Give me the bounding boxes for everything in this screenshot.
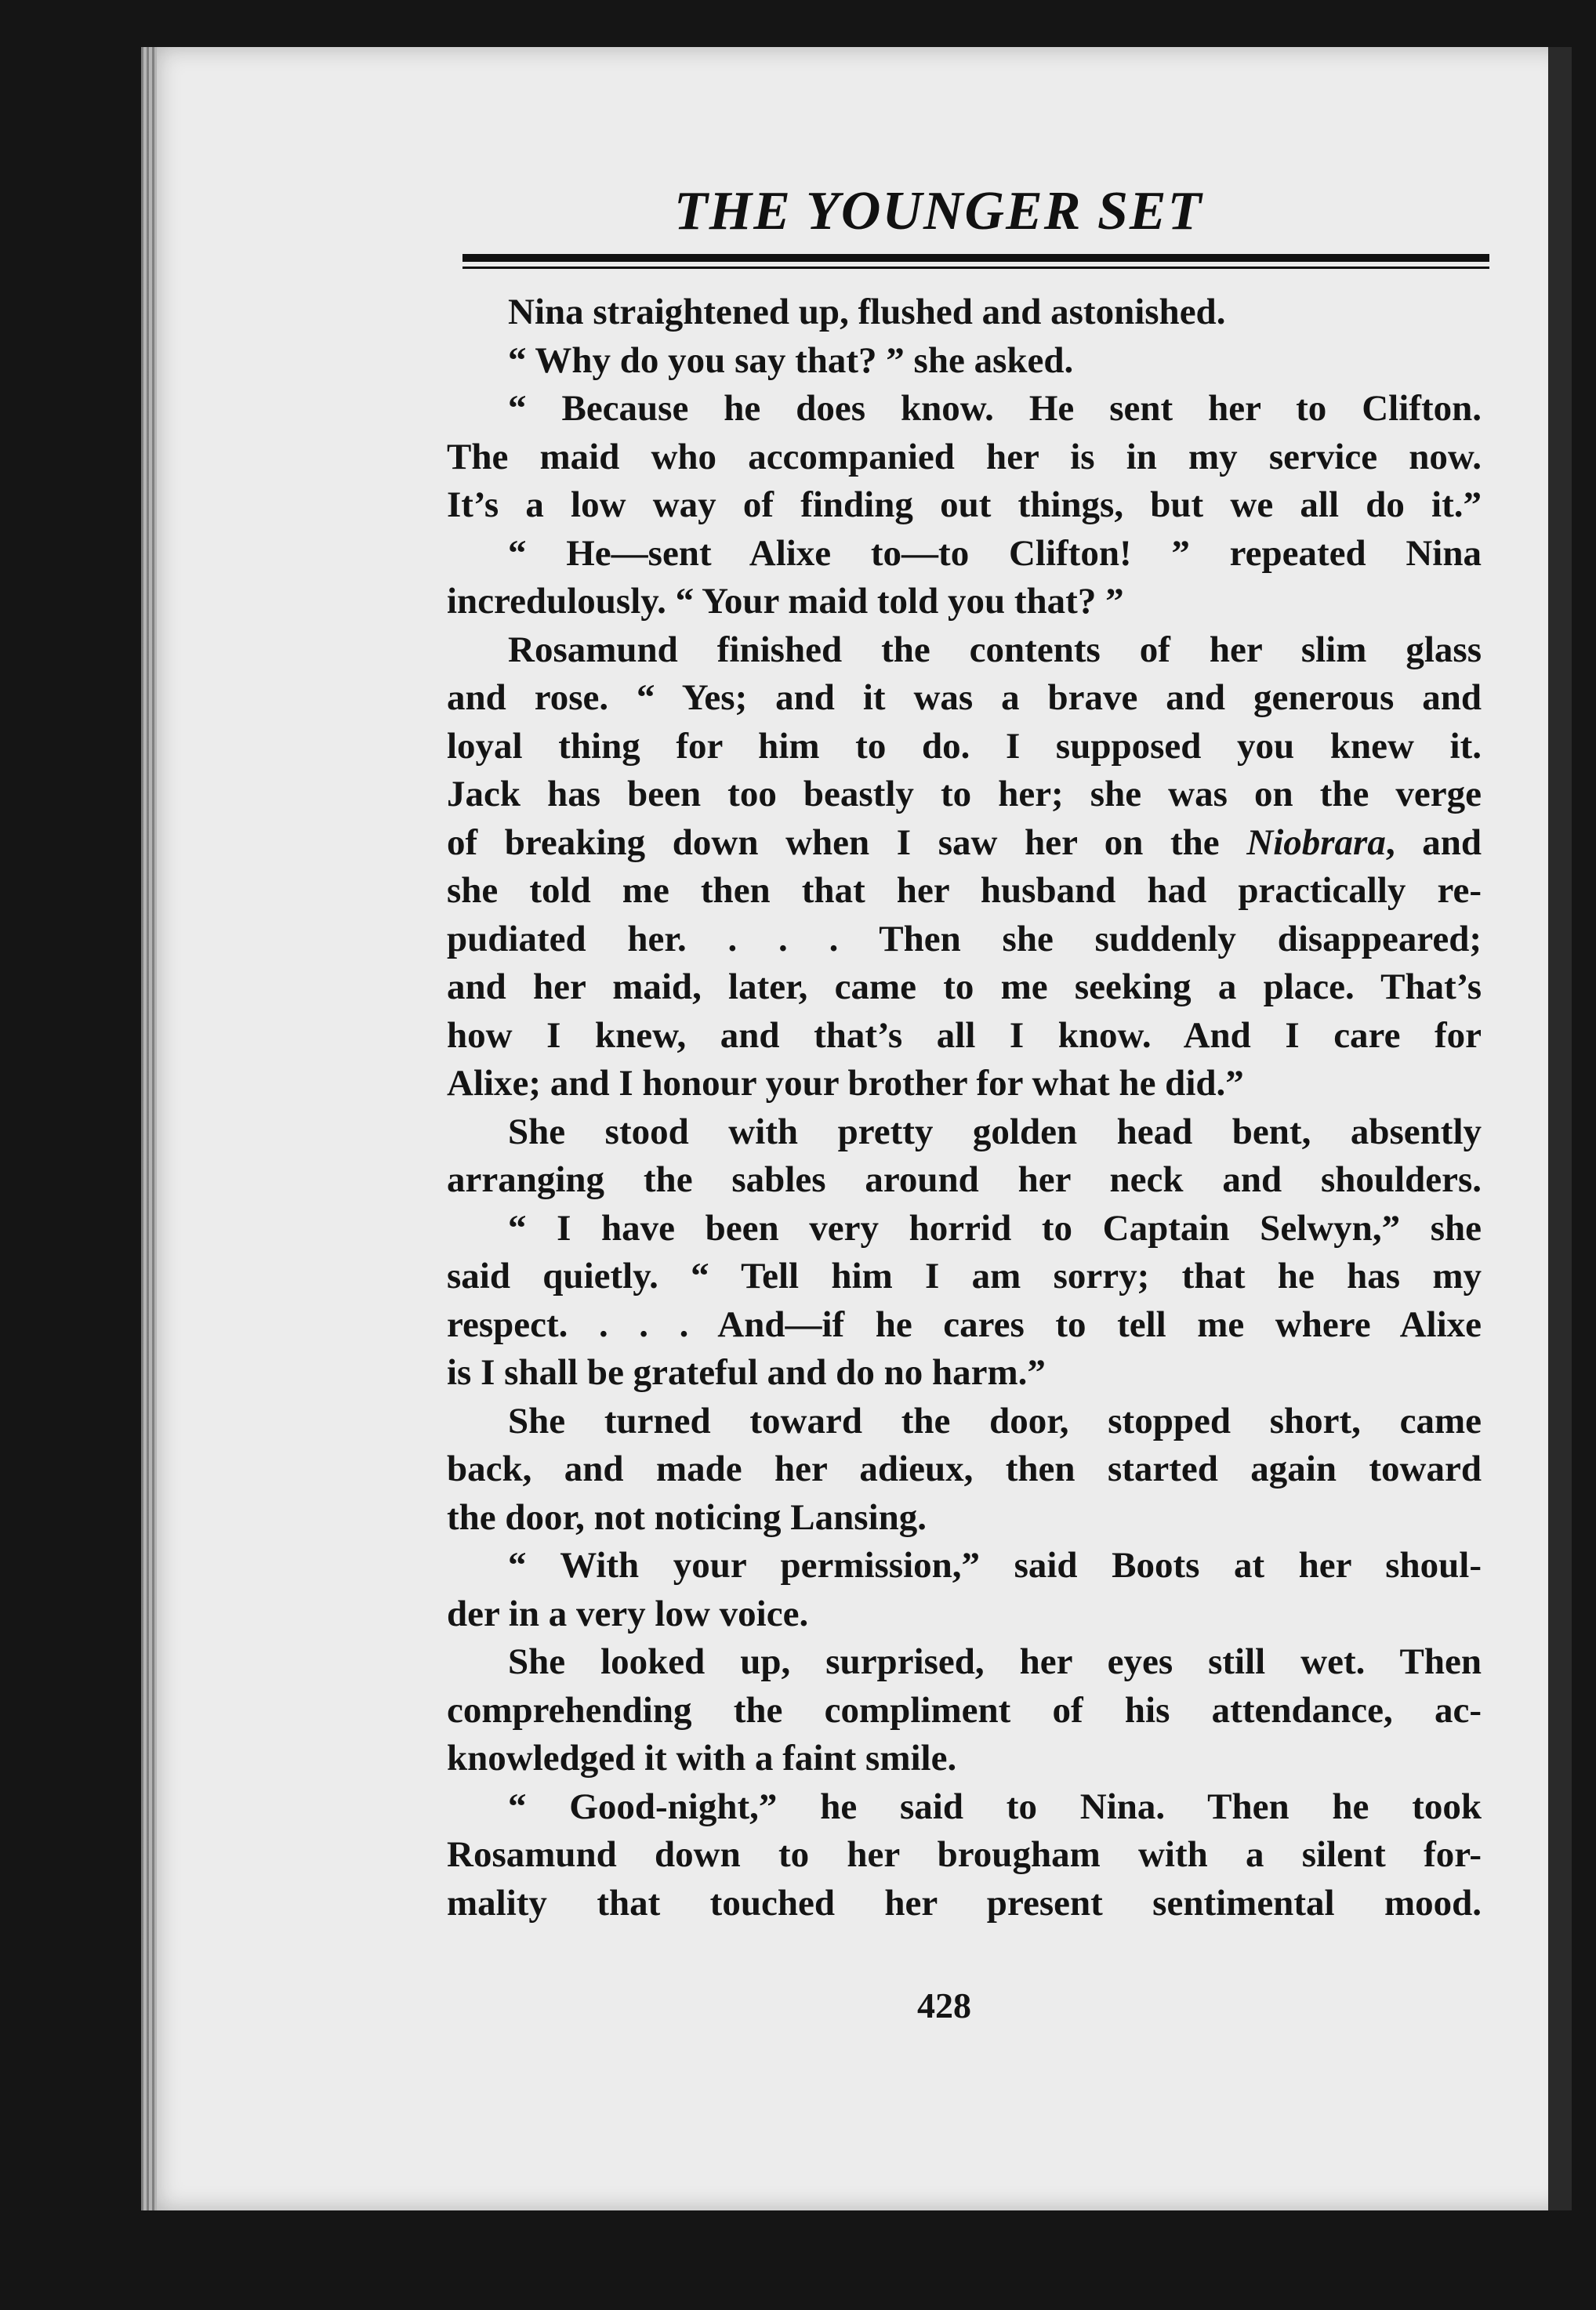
text-line: She looked up, surprised, her eyes still wet. Then <box>508 1641 1482 1682</box>
text-line: Nina straightened up, flushed and astonished. <box>508 292 1226 332</box>
text-line: “ I have been very horrid to Captain Selwyn,” she <box>508 1207 1482 1249</box>
text-line: loyal thing for him to do. I supposed you knew it. <box>447 725 1482 767</box>
text-line: is I shall be grateful and do no harm.” <box>447 1352 1046 1393</box>
text-line: mality that touched her present sentimental mood. <box>447 1882 1482 1924</box>
header-rule-thick <box>462 254 1489 262</box>
text-line: the door, not noticing Lansing. <box>447 1496 927 1538</box>
text-line: she told me then that her husband had practically re- <box>447 870 1482 911</box>
text-line: Alixe; and I honour your brother for what he did.” <box>447 1063 1244 1104</box>
text-line: Rosamund finished the contents of her slim glass <box>508 629 1482 670</box>
text-line: “ With your permission,” said Boots at her shoul- <box>508 1545 1482 1586</box>
text-line: “ He—sent Alixe to—to Clifton! ” repeated Nina <box>508 532 1482 574</box>
text-line: said quietly. “ Tell him I am sorry; that he has my <box>447 1256 1482 1296</box>
text-line: She stood with pretty golden head bent, absently <box>508 1111 1482 1152</box>
text-line: incredulously. “ Your maid told you that? ” <box>447 581 1124 622</box>
text-line: der in a very low voice. <box>447 1593 809 1634</box>
text-line: how I knew, and that’s all I know. And I care for <box>447 1014 1482 1056</box>
text-line: Rosamund down to her brougham with a silent for- <box>447 1834 1482 1875</box>
text-line: “ Good-night,” he said to Nina. Then he took <box>508 1786 1482 1827</box>
text-line: pudiated her. . . . Then she suddenly disappeared; <box>447 918 1482 959</box>
text-line: knowledged it with a faint smile. <box>447 1738 957 1779</box>
body-text <box>447 288 1482 1927</box>
text-line: arranging the sables around her neck and shoulders. <box>447 1159 1482 1200</box>
text-line: It’s a low way of finding out things, but we all do it.” <box>447 484 1482 525</box>
text-line: respect. . . . And—if he cares to tell me where Alixe <box>447 1304 1482 1345</box>
text-line: “ Because he does know. He sent her to Clifton. <box>508 388 1482 429</box>
text-line: back, and made her adieux, then started again toward <box>447 1449 1482 1489</box>
header-rule-thin <box>462 267 1489 269</box>
text-line: of breaking down when I saw her on the Niobrara, and <box>447 821 1482 863</box>
text-line: and her maid, later, came to me seeking a place. That’s <box>447 966 1482 1007</box>
running-head: THE YOUNGER SET <box>674 181 1203 241</box>
page-gutter-shadow <box>1548 47 1572 2210</box>
text-line: She turned toward the door, stopped short, came <box>508 1400 1482 1441</box>
text-line: Jack has been too beastly to her; she was on the verge <box>447 774 1482 814</box>
text-line: “ Why do you say that? ” she asked. <box>508 339 1074 381</box>
text-line: and rose. “ Yes; and it was a brave and generous and <box>447 677 1482 718</box>
text-line: comprehending the compliment of his attendance, ac- <box>447 1689 1482 1731</box>
text-line: The maid who accompanied her is in my service now. <box>447 436 1482 477</box>
page-number: 428 <box>917 1985 971 2025</box>
